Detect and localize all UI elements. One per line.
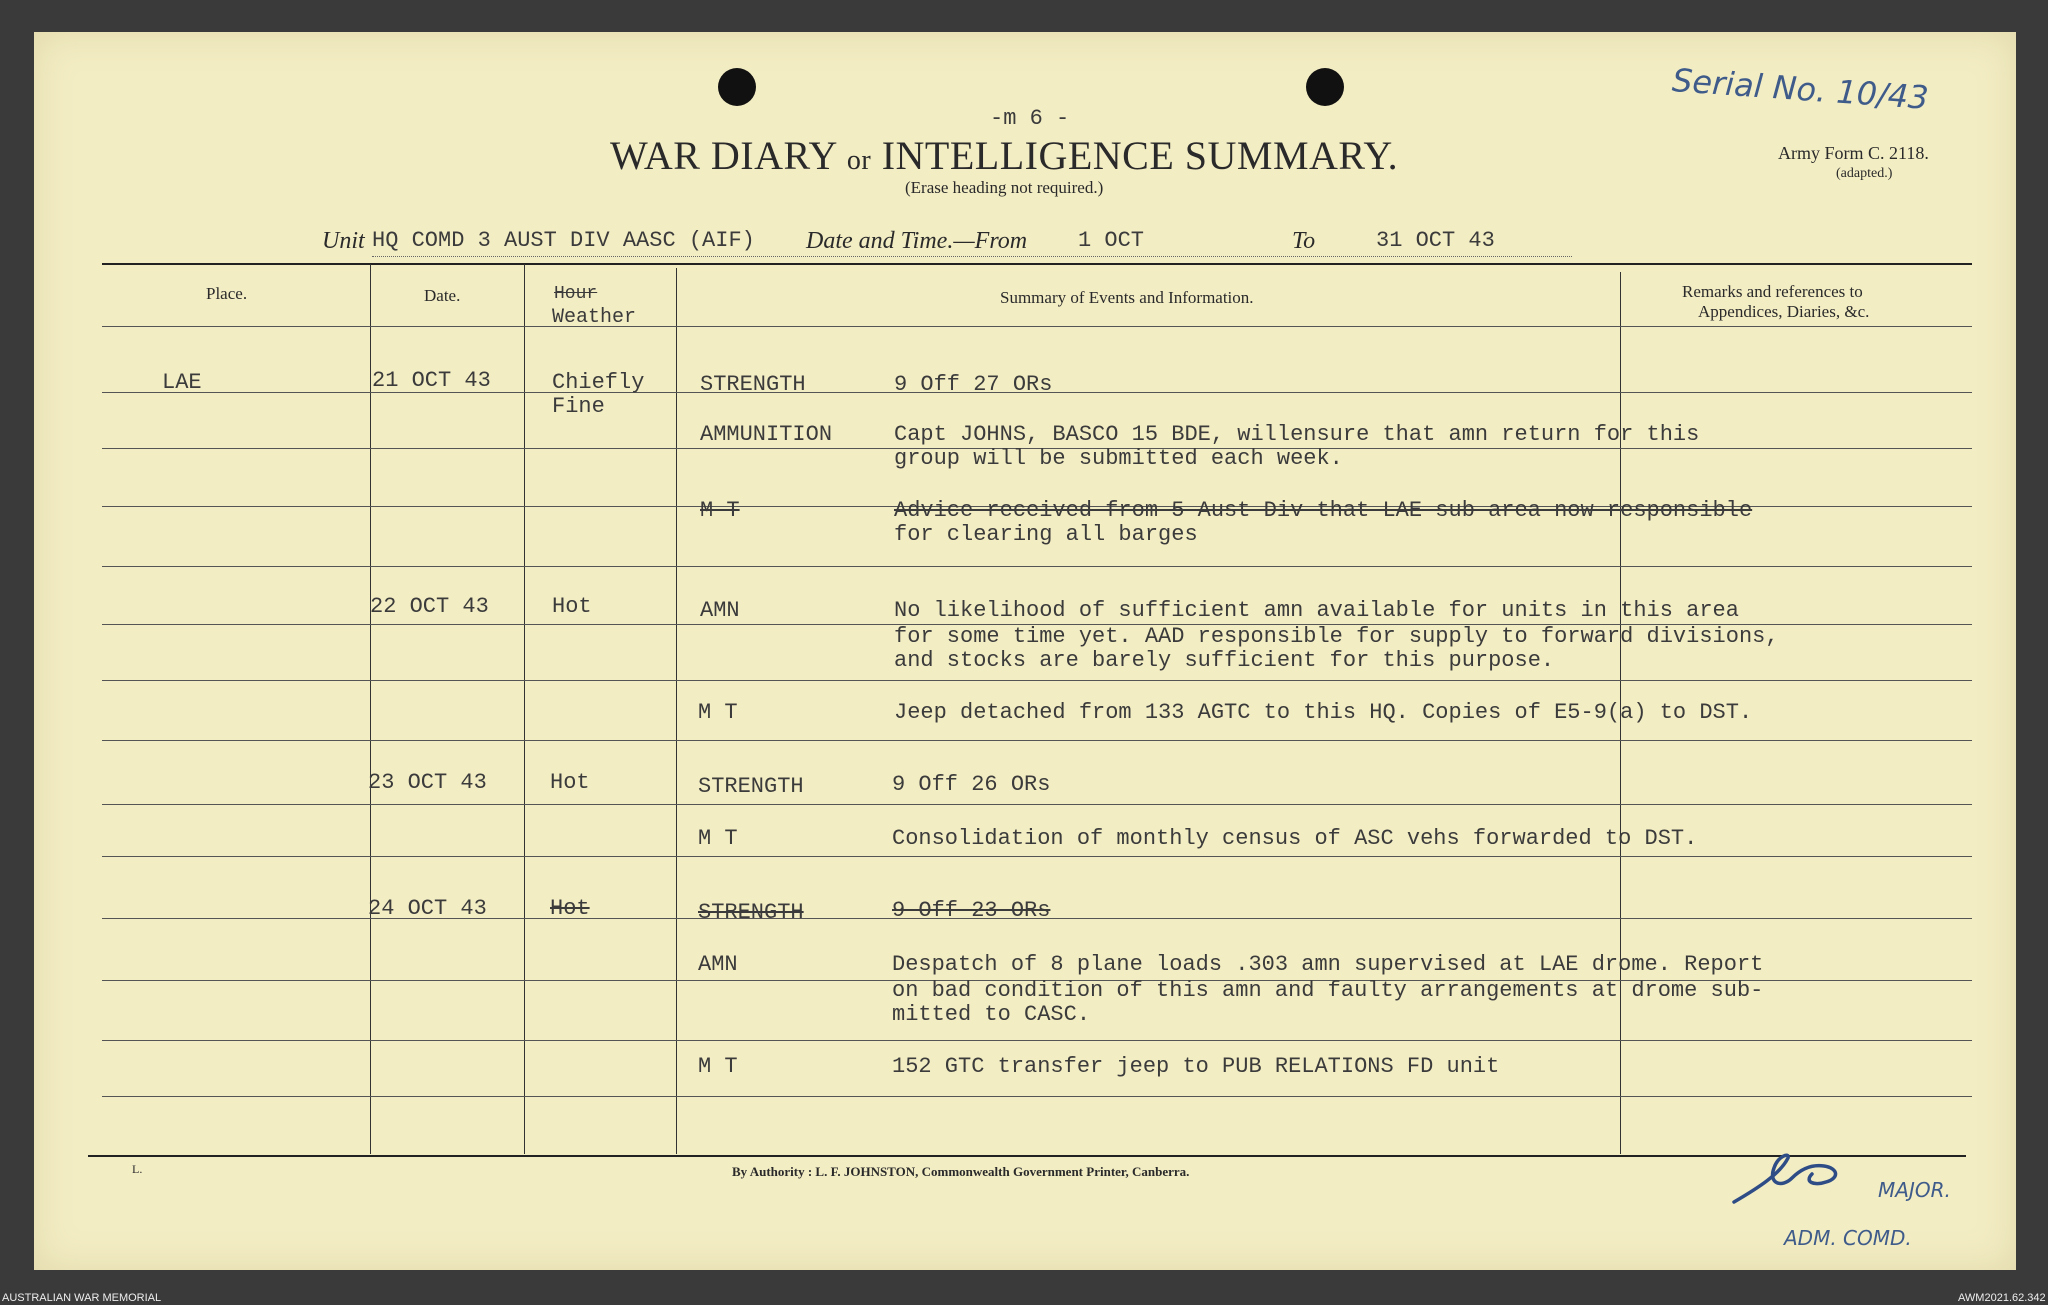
event-category: M T (700, 498, 740, 523)
entry-place: LAE (162, 370, 202, 395)
event-category: AMN (698, 952, 738, 977)
entry-weather: Chiefly (552, 370, 645, 395)
row-rule (102, 740, 1972, 741)
event-category: STRENGTH (700, 372, 806, 397)
entry-date: 21 OCT 43 (372, 368, 491, 393)
signatory-rank: MAJOR. (1878, 1178, 1951, 1202)
column-rule-hour (676, 268, 677, 1154)
column-header-summary: Summary of Events and Information. (1000, 288, 1254, 307)
event-text: 152 GTC transfer jeep to PUB RELATIONS FD unit (892, 1054, 1500, 1079)
column-header-remarks-1: Remarks and references to (1682, 282, 1863, 301)
table-top-rule (102, 263, 1972, 265)
row-rule (102, 804, 1972, 805)
event-category: AMMUNITION (700, 422, 833, 447)
date-to-value: 31 OCT 43 (1376, 228, 1495, 253)
entry-weather: Hot (552, 594, 592, 619)
event-text: Capt JOHNS, BASCO 15 BDE, willensure that amn return for this (894, 422, 1700, 447)
event-text: Jeep detached from 133 AGTC to this HQ. Copies of E5-9(a) to DST. (894, 700, 1753, 725)
page-mark: -m 6 - (990, 106, 1070, 131)
column-header-hour-struck: Hour (554, 284, 598, 304)
column-header-weather: Weather (552, 306, 637, 329)
event-category: STRENGTH (698, 774, 804, 799)
entry-weather: Fine (552, 394, 605, 419)
event-category: M T (698, 700, 738, 725)
entry-weather: Hot (550, 770, 590, 795)
title-war-diary: WAR DIARY (610, 133, 837, 178)
archive-footer (0, 1270, 2048, 1305)
event-text: on bad condition of this amn and faulty arrangements at drome sub- (892, 978, 1764, 1003)
column-header-date: Date. (424, 286, 461, 305)
event-text: group will be submitted each week. (894, 446, 1343, 471)
unit-line-underline (372, 256, 1572, 257)
event-text: and stocks are barely sufficient for this purpose. (894, 648, 1555, 673)
table-bottom-rule (88, 1155, 1966, 1157)
column-rule-place (370, 264, 371, 1154)
army-form-label: Army Form C. 2118. (1778, 143, 1929, 163)
row-rule (102, 856, 1972, 857)
date-time-label: Date and Time.—From (806, 228, 1028, 254)
signatory-appointment: ADM. COMD. (1784, 1226, 1912, 1250)
punch-hole-right (1306, 68, 1344, 106)
title-intelligence-summary: INTELLIGENCE SUMMARY. (881, 133, 1399, 178)
date-from-value: 1 OCT (1078, 228, 1145, 253)
page-subtitle: (Erase heading not required.) (905, 178, 1104, 197)
title-or: or (846, 145, 872, 176)
archive-reference: AWM2021.62.342 (1958, 1292, 2046, 1304)
event-text: 9 Off 27 ORs (894, 372, 1053, 397)
event-text: mitted to CASC. (892, 1002, 1091, 1027)
row-rule (102, 566, 1972, 567)
event-category: M T (698, 826, 738, 851)
event-text: for clearing all barges (894, 522, 1198, 547)
event-text: for some time yet. AAD responsible for supply to forward divisions, (894, 624, 1779, 649)
date-to-label: To (1292, 228, 1316, 254)
event-text: Consolidation of monthly census of ASC vehs forwarded to DST. (892, 826, 1698, 851)
army-form-sub: (adapted.) (1836, 166, 1893, 181)
event-text: 9 Off 26 ORs (892, 772, 1051, 797)
row-rule (102, 1040, 1972, 1041)
row-rule (102, 1096, 1972, 1097)
serial-note: Serial No. 10/43 (1670, 61, 1930, 117)
event-text: No likelihood of sufficient amn available for units in this area (894, 598, 1739, 623)
signature (1728, 1148, 1868, 1208)
printer-authority: By Authority : L. F. JOHNSTON, Commonwealth Government Printer, Canberra. (732, 1164, 1190, 1179)
column-header-remarks-2: Appendices, Diaries, &c. (1698, 302, 1870, 321)
archive-credit: AUSTRALIAN WAR MEMORIAL (2, 1292, 162, 1304)
entry-date: 23 OCT 43 (368, 770, 487, 795)
page-title (610, 132, 1398, 179)
event-text: 9 Off 23 ORs (892, 898, 1051, 923)
event-text: Advice received from 5 Aust Div that LAE sub area now responsible (894, 498, 1753, 523)
column-header-place: Place. (206, 284, 248, 303)
punch-hole-left (718, 68, 756, 106)
row-rule (102, 680, 1972, 681)
event-category: AMN (700, 598, 740, 623)
entry-date: 22 OCT 43 (370, 594, 489, 619)
header-rule (102, 326, 1972, 327)
unit-value: HQ COMD 3 AUST DIV AASC (AIF) (372, 228, 755, 253)
form-mark: L. (132, 1162, 143, 1176)
event-category: M T (698, 1054, 738, 1079)
event-category: STRENGTH (698, 900, 804, 925)
entry-date: 24 OCT 43 (368, 896, 487, 921)
column-rule-date (524, 264, 525, 1154)
event-text: Despatch of 8 plane loads .303 amn supervised at LAE drome. Report (892, 952, 1764, 977)
entry-weather: Hot (550, 896, 590, 921)
unit-label: Unit (322, 228, 365, 254)
